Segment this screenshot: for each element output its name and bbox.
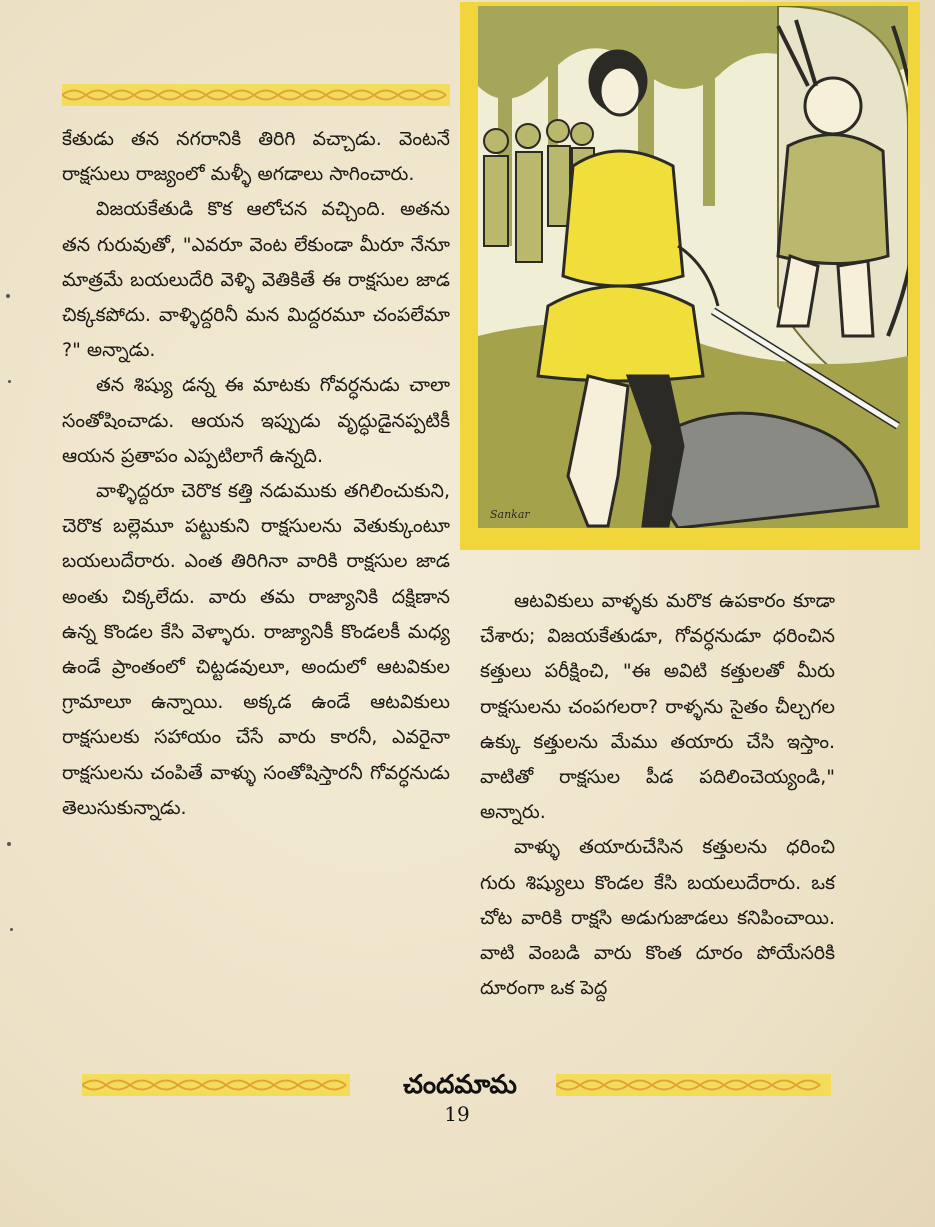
page-number: 19 — [444, 1102, 470, 1126]
paragraph: తన శిష్యు డన్న ఈ మాటకు గోవర్ధనుడు చాలా సంతోషించాడు. ఆయన ఇప్పుడు వృద్ధుడైనప్పటికీ ఆయన ప్రతాపం ఎప్పటిలాగే ఉన్నది. — [62, 374, 450, 467]
magazine-masthead: చందమామ — [403, 1070, 517, 1100]
top-decorative-border — [62, 84, 450, 106]
story-illustration — [460, 2, 920, 550]
footer-decorative-border-right — [556, 1074, 831, 1096]
paragraph: విజయకేతుడి కొక ఆలోచన వచ్చింది. అతను తన గురువుతో, "ఎవరూ వెంట లేకుండా మీరూ నేనూ మాత్రమే బయలుదేరి వెళ్ళి వెతికితే ఈ రాక్షసుల జాడ చిక్కకపోదు. వాళ్ళిద్దరినీ మన మిద్దరమూ చంపలేమా ?" అన్నాడు. — [62, 198, 450, 362]
scan-speck — [8, 380, 11, 383]
right-text-column — [480, 584, 835, 1006]
footer-decorative-border-left — [82, 1074, 350, 1096]
paragraph: ఆటవికులు వాళ్ళకు మరొక ఉపకారం కూడా చేశారు; విజయకేతుడూ, గోవర్ధనుడూ ధరించిన కత్తులు పరీక్షించి, "ఈ అవిటి కత్తులతో మీరు రాక్షసులను చంపగలరా? రాళ్ళను సైతం చీల్చగల ఉక్కు కత్తులను మేము తయారు చేసి ఇస్తాం. వాటితో రాక్షసుల పీడ పదిలించెయ్యండి," అన్నారు. — [480, 590, 835, 824]
scan-speck — [6, 294, 10, 298]
scan-speck — [10, 928, 13, 931]
scan-speck — [7, 842, 11, 846]
illustration-artwork — [478, 6, 908, 528]
paragraph: వాళ్ళిద్దరూ చెరొక కత్తి నడుముకు తగిలించుకుని, చెరొక బల్లెమూ పట్టుకుని రాక్షసులను వెతుక్కుంటూ బయలుదేరారు. ఎంత తిరిగినా వారికి రాక్షసుల జాడ అంతు చిక్కలేదు. వారు తమ రాజ్యానికి దక్షిణాన ఉన్న కొండల కేసి వెళ్ళారు. రాజ్యానికీ కొండలకీ మధ్య ఉండే ప్రాంతంలో చిట్టడవులూ, అందులో ఆటవికుల గ్రామాలూ ఉన్నాయి. అక్కడ ఉండే ఆటవికులు రాక్షసులకు సహాయం చేసే వారు కారనీ, ఎవరైనా రాక్షసులను చంపితే వాళ్ళు సంతోషిస్తారనీ గోవర్ధనుడు తెలుసుకున్నాడు. — [62, 480, 450, 819]
left-text-column — [62, 122, 450, 826]
paragraph: కేతుడు తన నగరానికి తిరిగి వచ్చాడు. వెంటనే రాక్షసులు రాజ్యంలో మళ్ళీ అగడాలు సాగించారు. — [62, 128, 450, 186]
paragraph: వాళ్ళు తయారుచేసిన కత్తులను ధరించి గురు శిష్యులు కొండల కేసి బయలుదేరారు. ఒక చోట వారికి రాక్షసి అడుగుజాడలు కనిపించాయి. వాటి వెంబడి వారు కొంత దూరం పోయేసరికి దూరంగా ఒక పెద్ద — [480, 836, 835, 1000]
artist-signature: Sankar — [490, 508, 530, 521]
